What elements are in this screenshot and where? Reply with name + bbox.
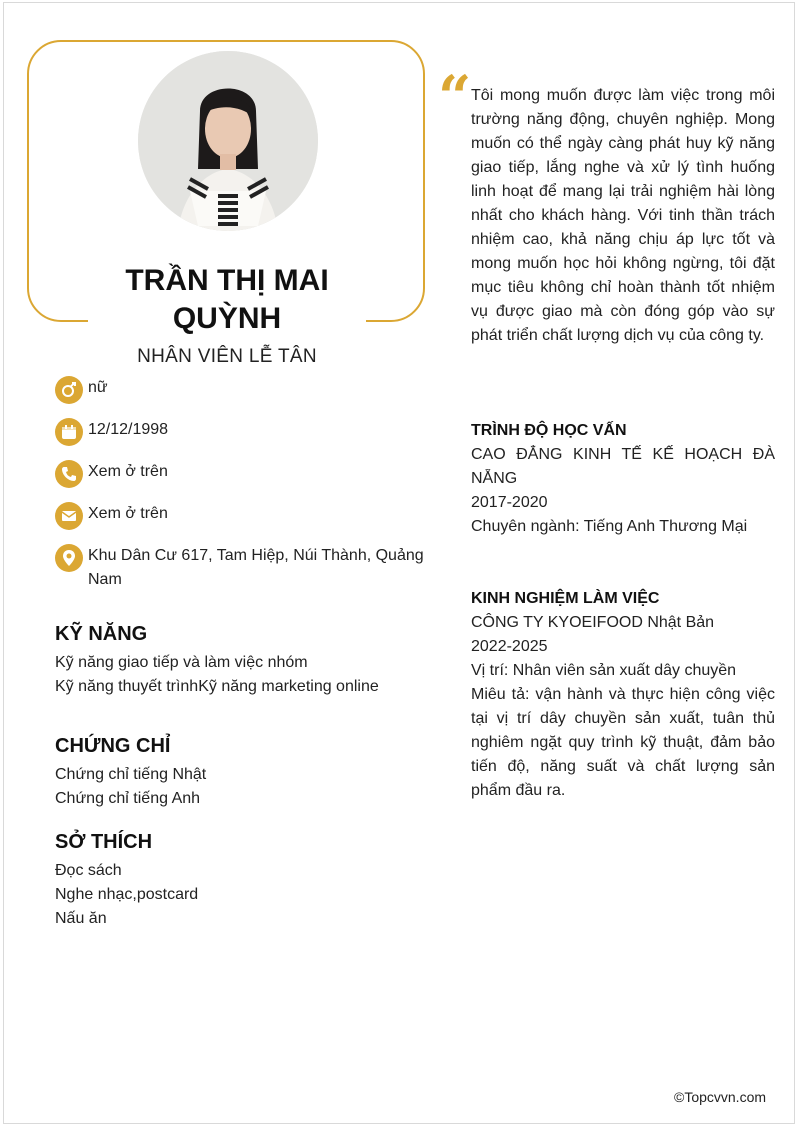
experience-title: KINH NGHIỆM LÀM VIỆC <box>471 590 660 607</box>
career-objective: Tôi mong muốn được làm việc trong môi trường năng động, chuyên nghiệp. Mong muốn có thể ngày càng phát huy kỹ năng giao tiếp, lắng nghe và xử lý tình huống linh hoạt để mang lại trải nghiệm hài lòng nhất cho khách hàng. Với tinh thần trách nhiệm cao, khả năng chịu áp lực tốt và mong muốn học hỏi không ngừng, tôi đặt mục tiêu không chỉ hoàn thành tốt nhiệm vụ được giao mà còn đóng góp vào sự phát triển chất lượng dịch vụ của công ty. <box>471 87 775 344</box>
avatar <box>138 51 318 231</box>
list-item: Nấu ăn <box>55 910 107 927</box>
education-school: CAO ĐẲNG KINH TẾ KẾ HOẠCH ĐÀ NẴNG <box>471 446 775 487</box>
education-major: Chuyên ngành: Tiếng Anh Thương Mại <box>471 518 748 535</box>
list-item: Nghe nhạc,postcard <box>55 886 199 903</box>
phone-icon <box>55 460 83 488</box>
experience-company: CÔNG TY KYOEIFOOD Nhật Bản <box>471 614 715 631</box>
experience-period: 2022-2025 <box>471 638 548 655</box>
certificates-title: CHỨNG CHỈ <box>55 735 171 757</box>
list-item: Đọc sách <box>55 862 122 879</box>
hobbies-title: SỞ THÍCH <box>55 831 153 853</box>
list-item: Chứng chỉ tiếng Anh <box>55 790 201 807</box>
name-line-2: QUỲNH <box>172 302 282 335</box>
hobbies-list <box>55 859 385 931</box>
birthdate-value: 12/12/1998 <box>88 421 169 438</box>
skills-title: KỸ NĂNG <box>55 623 148 645</box>
email-value[interactable]: Xem ở trên <box>88 505 168 522</box>
experience-description: Miêu tả: vận hành và thực hiện công việc tại vị trí dây chuyền sản xuất, tuân thủ nghiêm ngặt quy trình kỹ thuật, đảm bảo tiến độ, năng suất và chất lượng sản phẩm đầu ra. <box>471 686 775 799</box>
certificates-list <box>55 763 385 811</box>
education-details <box>471 443 775 539</box>
location-icon <box>55 544 83 572</box>
copyright-footer: ©Topcvvn.com <box>674 1089 767 1105</box>
email-icon <box>55 502 83 530</box>
experience-details <box>471 611 775 803</box>
name-line-1: TRẦN THỊ MAI <box>125 264 329 297</box>
list-item: Kỹ năng thuyết trìnhKỹ năng marketing online <box>55 678 379 695</box>
job-title: NHÂN VIÊN LỄ TÂN <box>137 346 317 367</box>
list-item: Chứng chỉ tiếng Nhật <box>55 766 207 783</box>
gender-icon <box>55 376 83 404</box>
quote-icon: “ <box>438 63 472 131</box>
experience-position: Vị trí: Nhân viên sản xuất dây chuyền <box>471 662 737 679</box>
address-value: Khu Dân Cư 617, Tam Hiệp, Núi Thành, Quảng Nam <box>88 547 424 588</box>
phone-value[interactable]: Xem ở trên <box>88 463 168 480</box>
list-item: Kỹ năng giao tiếp và làm việc nhóm <box>55 654 308 671</box>
education-period: 2017-2020 <box>471 494 548 511</box>
calendar-icon <box>55 418 83 446</box>
candidate-name <box>60 262 394 338</box>
skills-list <box>55 651 385 699</box>
portrait-photo <box>138 51 318 231</box>
education-title: TRÌNH ĐỘ HỌC VẤN <box>471 422 627 439</box>
gender-value: nữ <box>88 379 108 396</box>
